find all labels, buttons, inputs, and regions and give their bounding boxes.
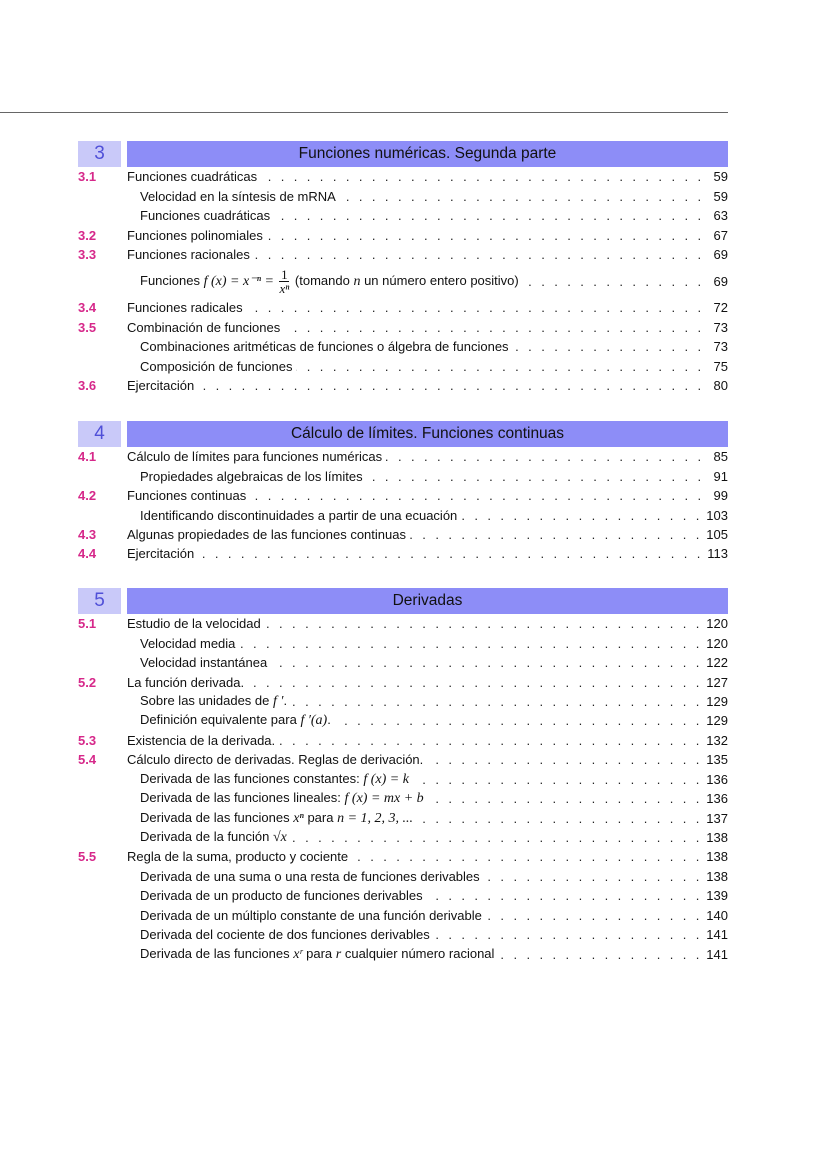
entry-text: Algunas propiedades de las funciones continuas xyxy=(127,526,406,542)
section-number: 5.1 xyxy=(78,616,97,632)
toc-subsection-entry[interactable] xyxy=(78,692,728,711)
math-expression: r xyxy=(335,946,342,962)
toc-section-entry[interactable] xyxy=(78,298,728,317)
entry-title[interactable] xyxy=(140,810,413,827)
dot-leader xyxy=(413,772,702,787)
toc-section-entry[interactable] xyxy=(78,525,728,544)
entry-text: Definición equivalente para xyxy=(140,712,301,728)
dot-leader xyxy=(486,908,702,923)
page-number[interactable]: 72 xyxy=(713,300,728,316)
entry-text: . xyxy=(283,692,288,708)
entry-text: Derivada de una suma o una resta de funciones derivables xyxy=(140,868,480,884)
entry-title[interactable] xyxy=(127,546,194,561)
dot-leader xyxy=(291,830,702,845)
entry-title[interactable] xyxy=(127,449,382,464)
entry-text: Estudio de la velocidad xyxy=(127,616,261,632)
dot-leader xyxy=(410,527,702,542)
entry-text: Composición de funciones xyxy=(140,358,293,374)
page-number[interactable]: 120 xyxy=(706,616,728,632)
dot-leader xyxy=(296,359,704,374)
page-number[interactable]: 136 xyxy=(706,791,728,807)
entry-title[interactable] xyxy=(127,247,250,262)
entry-title[interactable] xyxy=(140,771,409,788)
section-number: 3.5 xyxy=(78,319,97,335)
page-number[interactable]: 99 xyxy=(713,488,728,504)
entry-text: . xyxy=(327,712,331,728)
section-number: 5.3 xyxy=(78,732,97,748)
page-number[interactable]: 129 xyxy=(706,693,728,709)
toc-subsection-entry[interactable] xyxy=(78,653,728,672)
page-number[interactable]: 129 xyxy=(706,713,728,729)
entry-text: Regla de la suma, producto y cociente xyxy=(127,849,349,865)
entry-text: un número entero positivo) xyxy=(360,272,519,288)
page-number[interactable]: 75 xyxy=(713,358,728,374)
dot-leader xyxy=(386,449,704,464)
toc-subsection-entry[interactable] xyxy=(78,264,728,298)
entry-text: Velocidad media xyxy=(140,635,236,651)
toc-subsection-entry[interactable] xyxy=(78,357,728,376)
toc-subsection-entry[interactable] xyxy=(78,906,728,925)
toc-subsection-entry[interactable] xyxy=(78,944,728,963)
entry-text: Derivada de las funciones constantes: xyxy=(140,770,364,786)
entry-title[interactable] xyxy=(127,488,246,503)
dot-leader xyxy=(417,811,702,826)
dot-leader xyxy=(239,636,702,651)
header-rule xyxy=(0,112,728,113)
entry-title[interactable] xyxy=(140,829,287,846)
toc-subsection-entry[interactable] xyxy=(78,711,728,730)
section-number: 5.5 xyxy=(78,849,97,865)
entry-title[interactable] xyxy=(140,636,235,651)
page-number[interactable]: 140 xyxy=(706,907,728,923)
page-number[interactable]: 91 xyxy=(713,468,728,484)
entry-text: (tomando xyxy=(291,272,354,288)
entry-title[interactable] xyxy=(127,228,263,243)
page-number[interactable]: 67 xyxy=(713,227,728,243)
dot-leader xyxy=(335,713,702,728)
page-number[interactable]: 73 xyxy=(713,319,728,335)
math-expression: n xyxy=(353,273,361,289)
dot-leader xyxy=(484,869,703,884)
chapter-header[interactable] xyxy=(78,141,728,167)
entry-text: Funciones radicales xyxy=(127,300,243,316)
entry-title[interactable] xyxy=(140,339,509,354)
toc-subsection-entry[interactable] xyxy=(78,505,728,524)
dot-leader xyxy=(198,546,703,561)
dot-leader xyxy=(265,616,703,631)
page-number[interactable]: 103 xyxy=(706,507,728,523)
entry-text: Ejercitación xyxy=(127,378,195,394)
entry-text: cualquier número racional xyxy=(341,945,495,961)
dot-leader xyxy=(271,655,702,670)
math-expression: f (x) = k xyxy=(363,771,409,787)
dot-leader xyxy=(254,247,704,262)
chapter-title[interactable]: Funciones numéricas. Segunda parte xyxy=(127,141,728,167)
toc-subsection-entry[interactable] xyxy=(78,808,728,827)
math-expression: f (x) = x⁻ⁿ = xyxy=(203,273,278,289)
chapter-header[interactable] xyxy=(78,588,728,614)
entry-title[interactable] xyxy=(140,189,336,204)
dot-leader xyxy=(267,228,704,243)
chapter-4 xyxy=(78,421,728,564)
fraction-numerator: 1 xyxy=(281,266,288,282)
entry-text: Derivada de un producto de funciones derivables xyxy=(140,888,423,904)
page-number[interactable]: 137 xyxy=(706,810,728,826)
section-number: 5.2 xyxy=(78,674,97,690)
chapter-number: 3 xyxy=(78,141,121,167)
entry-text: Derivada de las funciones lineales: xyxy=(140,790,345,806)
dot-leader xyxy=(427,752,702,767)
math-expression: f ′ xyxy=(272,693,284,709)
dot-leader xyxy=(279,733,702,748)
page-number[interactable]: 138 xyxy=(706,868,728,884)
entry-title[interactable] xyxy=(127,849,348,864)
entry-text: Combinación de funciones xyxy=(127,319,281,335)
section-number: 3.3 xyxy=(78,246,97,262)
page-number[interactable]: 63 xyxy=(713,208,728,224)
fraction xyxy=(279,268,289,295)
entry-text: Derivada de un múltiplo constante de una función derivable xyxy=(140,907,482,923)
page-number[interactable]: 59 xyxy=(713,169,728,185)
dot-leader xyxy=(352,849,702,864)
toc-section-entry[interactable] xyxy=(78,245,728,264)
entry-text: Funciones cuadráticas xyxy=(140,208,271,224)
toc-section-entry[interactable] xyxy=(78,376,728,395)
entry-title[interactable] xyxy=(140,469,363,484)
page-number[interactable]: 120 xyxy=(706,635,728,651)
page-number[interactable]: 113 xyxy=(707,546,728,562)
toc-subsection-entry[interactable] xyxy=(78,206,728,225)
chapter-header[interactable] xyxy=(78,421,728,447)
math-expression: xʳ xyxy=(293,946,303,962)
page-number[interactable]: 139 xyxy=(706,888,728,904)
entry-text: Funciones cuadráticas xyxy=(127,169,258,185)
page-number[interactable]: 135 xyxy=(706,752,728,768)
dot-leader xyxy=(428,791,703,806)
entry-title[interactable] xyxy=(140,693,287,710)
entry-text: Velocidad en la síntesis de mRNA xyxy=(140,188,336,204)
entry-title[interactable] xyxy=(127,752,423,767)
toc-section-entry[interactable] xyxy=(78,544,728,563)
page-number[interactable]: 105 xyxy=(706,526,728,542)
dot-leader xyxy=(498,947,702,962)
entry-text: Cálculo directo de derivadas. Reglas de derivación. xyxy=(127,752,424,768)
dot-leader xyxy=(461,508,702,523)
dot-leader xyxy=(340,189,704,204)
page-number[interactable]: 69 xyxy=(713,273,728,289)
chapter-number: 5 xyxy=(78,588,121,614)
section-number: 4.4 xyxy=(78,546,97,562)
chapter-3 xyxy=(78,141,728,395)
entry-text: La función derivada. xyxy=(127,674,245,690)
section-number: 3.6 xyxy=(78,378,97,394)
page-number[interactable]: 141 xyxy=(706,927,728,943)
dot-leader xyxy=(427,888,703,903)
page-number[interactable]: 85 xyxy=(713,449,728,465)
entry-title[interactable] xyxy=(127,675,244,690)
math-expression: f (x) = mx + b xyxy=(344,791,424,807)
entry-text: Funciones polinomiales xyxy=(127,227,263,243)
math-expression: f ′(a) xyxy=(300,713,328,729)
entry-title[interactable] xyxy=(140,712,331,729)
toc-subsection-entry[interactable] xyxy=(78,633,728,652)
toc-subsection-entry[interactable] xyxy=(78,466,728,485)
toc-section-entry[interactable] xyxy=(78,318,728,337)
entry-title[interactable] xyxy=(140,908,482,923)
dot-leader xyxy=(434,927,703,942)
entry-text: Cálculo de límites para funciones numéricas xyxy=(127,449,383,465)
page-number[interactable]: 122 xyxy=(706,655,728,671)
page-number[interactable]: 127 xyxy=(706,674,728,690)
entry-text: para xyxy=(303,809,338,825)
entry-text: Sobre las unidades de xyxy=(140,692,273,708)
page-number[interactable]: 138 xyxy=(706,849,728,865)
toc-section-entry[interactable] xyxy=(78,225,728,244)
page-number[interactable]: 138 xyxy=(706,830,728,846)
toc-subsection-entry[interactable] xyxy=(78,186,728,205)
toc-subsection-entry[interactable] xyxy=(78,886,728,905)
section-number: 3.2 xyxy=(78,227,97,243)
entry-title[interactable] xyxy=(140,927,430,942)
entry-title[interactable] xyxy=(140,359,292,374)
entry-text: Derivada del cociente de dos funciones derivables xyxy=(140,927,430,943)
entry-title[interactable] xyxy=(127,733,275,748)
math-expression: xⁿ xyxy=(293,810,304,826)
toc-section-entry[interactable] xyxy=(78,731,728,750)
section-number: 5.4 xyxy=(78,752,97,768)
dot-leader xyxy=(367,469,704,484)
entry-text: Derivada de las funciones xyxy=(140,809,294,825)
dot-leader xyxy=(513,339,704,354)
chapter-number: 4 xyxy=(78,421,121,447)
entry-text: Velocidad instantánea xyxy=(140,655,268,671)
chapter-title[interactable]: Derivadas xyxy=(127,588,728,614)
entry-title[interactable] xyxy=(127,300,243,315)
entry-text: Funciones racionales xyxy=(127,246,250,262)
toc-section-entry[interactable] xyxy=(78,847,728,866)
dot-leader xyxy=(523,274,704,289)
entry-text: Derivada de las funciones xyxy=(140,945,294,961)
math-expression: √x xyxy=(272,830,287,846)
dot-leader xyxy=(247,300,704,315)
chapter-5 xyxy=(78,588,728,964)
entry-title[interactable] xyxy=(127,616,261,631)
entry-title[interactable] xyxy=(127,527,406,542)
entry-text: Identificando discontinuidades a partir de una ecuación xyxy=(140,507,458,523)
page-number[interactable]: 73 xyxy=(713,339,728,355)
section-number: 3.4 xyxy=(78,300,97,316)
entry-title[interactable] xyxy=(140,790,424,807)
section-number: 4.2 xyxy=(78,488,97,504)
dot-leader xyxy=(198,378,704,393)
toc-section-entry[interactable] xyxy=(78,167,728,186)
entry-text: para xyxy=(302,945,336,961)
dot-leader xyxy=(250,488,704,503)
page-number[interactable]: 132 xyxy=(706,732,728,748)
entry-text: Funciones xyxy=(140,272,204,288)
entry-title[interactable] xyxy=(140,655,267,670)
entry-title[interactable] xyxy=(140,268,519,295)
toc-section-entry[interactable] xyxy=(78,672,728,691)
entry-title[interactable] xyxy=(140,508,457,523)
dot-leader xyxy=(248,675,702,690)
dot-leader xyxy=(291,694,702,709)
section-number: 4.1 xyxy=(78,449,97,465)
entry-title[interactable] xyxy=(127,378,194,393)
section-number: 4.3 xyxy=(78,526,97,542)
page-number[interactable]: 69 xyxy=(713,246,728,262)
toc-section-entry[interactable] xyxy=(78,486,728,505)
fraction-denominator: xⁿ xyxy=(279,280,290,296)
chapter-title[interactable]: Cálculo de límites. Funciones continuas xyxy=(127,421,728,447)
toc-section-entry[interactable] xyxy=(78,750,728,769)
entry-title[interactable] xyxy=(140,946,494,963)
entry-title[interactable] xyxy=(140,208,270,223)
page-number[interactable]: 59 xyxy=(713,188,728,204)
dot-leader xyxy=(261,169,704,184)
toc-section-entry[interactable] xyxy=(78,447,728,466)
entry-text: Ejercitación xyxy=(127,546,195,562)
toc-subsection-entry[interactable] xyxy=(78,789,728,808)
toc-subsection-entry[interactable] xyxy=(78,925,728,944)
entry-title[interactable] xyxy=(127,169,257,184)
dot-leader xyxy=(284,320,704,335)
entry-text: Existencia de la derivada. xyxy=(127,732,276,748)
entry-text: Propiedades algebraicas de los límites xyxy=(140,468,363,484)
entry-text: Derivada de la función xyxy=(140,829,273,845)
toc-subsection-entry[interactable] xyxy=(78,337,728,356)
page-number[interactable]: 136 xyxy=(706,771,728,787)
toc-subsection-entry[interactable] xyxy=(78,770,728,789)
entry-text: Combinaciones aritméticas de funciones o álgebra de funciones xyxy=(140,339,509,355)
entry-title[interactable] xyxy=(140,888,423,903)
entry-text: Funciones continuas xyxy=(127,488,247,504)
page-number[interactable]: 80 xyxy=(713,378,728,394)
entry-title[interactable] xyxy=(127,320,280,335)
toc-subsection-entry[interactable] xyxy=(78,867,728,886)
dot-leader xyxy=(274,208,704,223)
section-number: 3.1 xyxy=(78,169,97,185)
toc-section-entry[interactable] xyxy=(78,614,728,633)
entry-title[interactable] xyxy=(140,869,480,884)
page-number[interactable]: 141 xyxy=(706,946,728,962)
math-expression: n = 1, 2, 3, ... xyxy=(337,810,414,826)
toc-subsection-entry[interactable] xyxy=(78,828,728,847)
